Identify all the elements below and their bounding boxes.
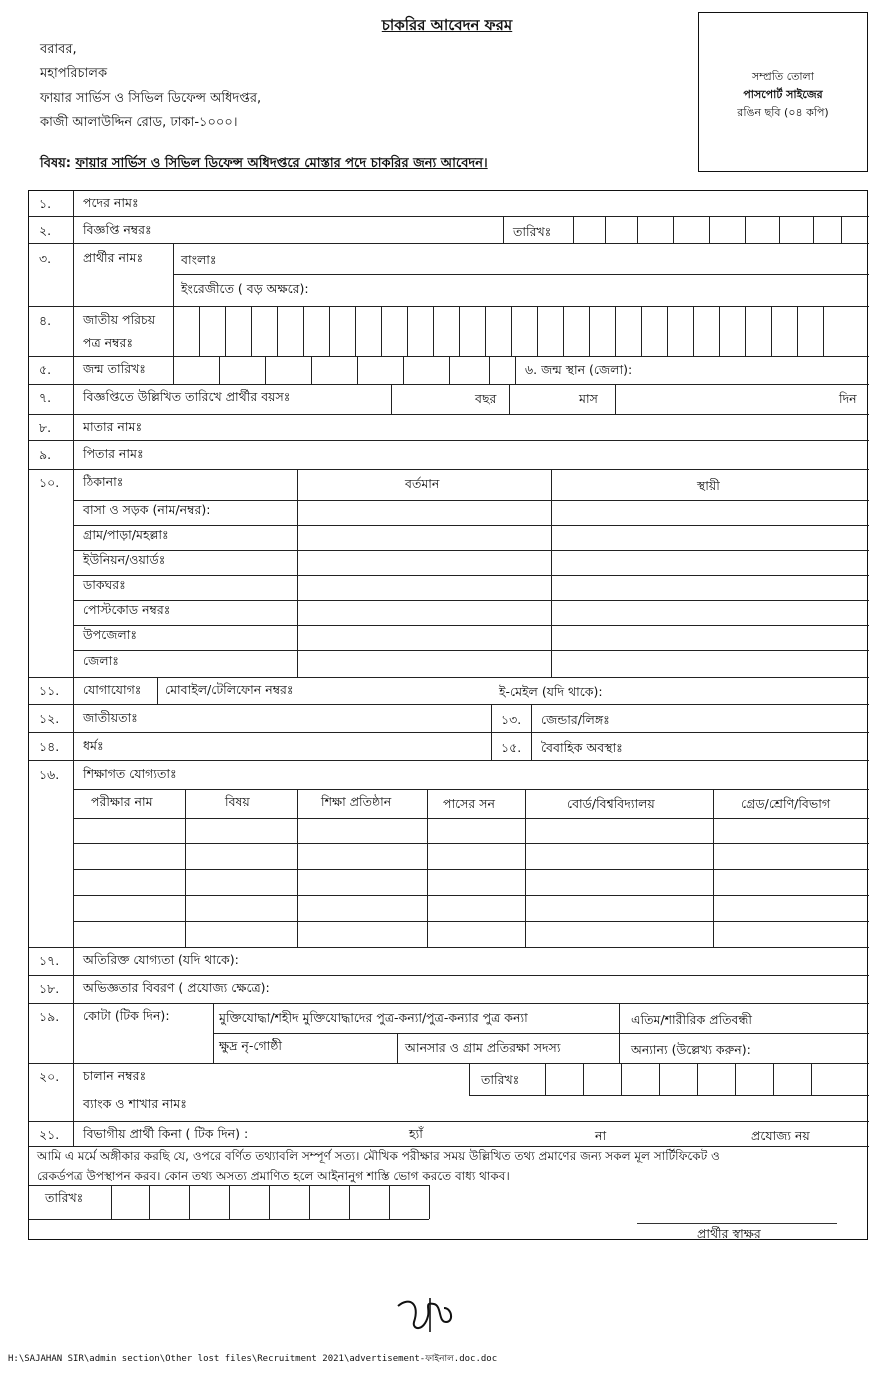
edu-header-board: বোর্ড/বিশ্ববিদ্যালয়	[567, 796, 655, 811]
initial-signature-mark	[394, 1292, 464, 1336]
row9-num: ৯.	[39, 447, 52, 462]
row12-num: ১২.	[39, 711, 60, 726]
age-year-label: বছর	[475, 391, 497, 406]
option-no: না	[595, 1128, 607, 1143]
quota-label: কোটা (টিক দিন):	[83, 1008, 170, 1023]
application-form-table	[28, 190, 868, 1240]
row11-num: ১১.	[39, 683, 60, 698]
row16-num: ১৬.	[39, 767, 60, 782]
form-title: চাকরির আবেদন ফরম	[381, 16, 513, 34]
challan-date-label: তারিখঃ	[481, 1072, 520, 1087]
gender-label: জেন্ডার/লিঙ্গঃ	[541, 712, 610, 727]
quota-other: অন্যান্য (উল্লেখ্য করুন):	[631, 1042, 751, 1057]
row8-num: ৮.	[39, 420, 52, 435]
age-day-label: দিন	[839, 391, 857, 406]
row14-num: ১৪.	[39, 739, 60, 754]
age-label: বিজ্ঞপ্তিতে উল্লিখিত তারিখে প্রার্থীর বয়সঃ	[83, 389, 291, 404]
challan-number-label: চালান নম্বরঃ	[83, 1068, 147, 1083]
edu-header-exam: পরীক্ষার নাম	[91, 794, 153, 809]
permanent-address-header: স্থায়ী	[697, 478, 720, 493]
education-label: শিক্ষাগত যোগ্যতাঃ	[83, 766, 177, 781]
dob-label: জন্ম তারিখঃ	[83, 361, 146, 376]
row17-num: ১৭.	[39, 953, 60, 968]
mother-name-label: মাতার নামঃ	[83, 419, 143, 434]
phone-label: মোবাইল/টেলিফোন নম্বরঃ	[165, 682, 294, 697]
address-label: ঠিকানাঃ	[83, 474, 124, 489]
edu-header-subject: বিষয়	[225, 794, 250, 809]
address-field-house: বাসা ও সড়ক (নাম/নম্বর):	[83, 502, 211, 517]
row19-num: ১৯.	[39, 1009, 60, 1024]
declaration-line-2: রেকর্ডপত্র উপস্থাপন করব। কোন তথ্য অসত্য প্রমাণিত হলে আইনানুগ শাস্তি ভোগ করতে বাধ্য থাকব।	[37, 1169, 510, 1183]
address-line-office: ফায়ার সার্ভিস ও সিভিল ডিফেন্স অধিদপ্তর,	[40, 91, 262, 106]
name-bangla-label: বাংলাঃ	[181, 252, 217, 267]
photo-line-2: পাসপোর্ট সাইজের	[743, 88, 823, 101]
row3-num: ৩.	[39, 251, 52, 266]
row18-num: ১৮.	[39, 981, 60, 996]
contact-label: যোগাযোগঃ	[83, 682, 142, 697]
row4-num: ৪.	[39, 313, 52, 328]
option-not-applicable: প্রযোজ্য নয়	[751, 1128, 810, 1143]
row20-num: ২০.	[39, 1069, 60, 1084]
circular-date-label: তারিখঃ	[513, 224, 552, 239]
present-address-header: বর্তমান	[405, 476, 440, 491]
nationality-label: জাতীয়তাঃ	[83, 710, 138, 725]
age-month-label: মাস	[579, 391, 598, 406]
row1-num: ১.	[39, 196, 52, 211]
photo-box	[698, 12, 868, 172]
quota-orphan-disabled: এতিম/শারীরিক প্রতিবন্ধী	[631, 1012, 752, 1027]
address-field-upazila: উপজেলাঃ	[83, 627, 138, 642]
applicant-name-label: প্রার্থীর নামঃ	[83, 250, 144, 265]
address-field-district: জেলাঃ	[83, 653, 119, 668]
nid-label-2: পত্র নম্বরঃ	[83, 335, 134, 350]
file-path-footer: H:\SAJAHAN SIR\admin section\Other lost files\Recruitment 2021\advertisement-ফাইনাল.doc.doc	[8, 1354, 498, 1364]
name-english-label: ইংরেজীতে ( বড় অক্ষরে):	[181, 281, 309, 296]
row15-num: ১৫.	[501, 740, 522, 755]
quota-ansar-vdp: আনসার ও গ্রাম প্রতিরক্ষা সদস্য	[405, 1040, 561, 1055]
circular-number-label: বিজ্ঞপ্তি নম্বরঃ	[83, 222, 152, 237]
subject-label: বিষয়:	[40, 156, 71, 171]
photo-line-3: রঙিন ছবি (০৪ কপি)	[737, 106, 829, 119]
subject-text: ফায়ার সার্ভিস ও সিভিল ডিফেন্স অধিদপ্তরে মোস্তার পদে চাকরির জন্য আবেদন।	[75, 156, 488, 171]
row5-num: ৫.	[39, 362, 52, 377]
quota-freedom-fighter: মুক্তিযোদ্ধা/শহীদ মুক্তিযোদ্ধাদের পুত্র-কন্যা/পুত্র-কন্যার পুত্র কন্যা	[219, 1010, 528, 1025]
quota-ethnic-minority: ক্ষুদ্র নৃ-গোষ্ঠী	[219, 1038, 282, 1053]
address-field-union: ইউনিয়ন/ওয়ার্ডঃ	[83, 552, 166, 567]
marital-status-label: বৈবাহিক অবস্থাঃ	[541, 740, 623, 755]
subject-line	[40, 154, 488, 175]
row21-num: ২১.	[39, 1127, 60, 1142]
row7-num: ৭.	[39, 390, 52, 405]
edu-header-grade: গ্রেড/শ্রেণি/বিভাগ	[741, 796, 831, 811]
address-line-recipient: মহাপরিচালক	[40, 66, 108, 81]
edu-header-year: পাসের সন	[443, 796, 495, 811]
email-label: ই-মেইল (যদি থাকে):	[499, 684, 603, 699]
row13-num: ১৩.	[501, 712, 522, 727]
departmental-candidate-label: বিভাগীয় প্রার্থী কিনা ( টিক দিন) :	[83, 1126, 249, 1141]
address-line-road: কাজী আলাউদ্দিন রোড, ঢাকা-১০০০।	[40, 115, 238, 130]
declaration-line-1: আমি এ মর্মে অঙ্গীকার করছি যে, ওপরে বর্ণিত তথ্যাবলি সম্পূর্ণ সত্য। মৌখিক পরীক্ষার সময় উল্লিখিত তথ্য প্রমাণের জন্য সকল মূল সার্টিফিকেট ও	[37, 1149, 720, 1163]
birthplace-label: ৬. জন্ম স্থান (জেলা):	[525, 362, 633, 377]
edu-header-institute: শিক্ষা প্রতিষ্ঠান	[321, 794, 392, 809]
declaration-date-label: তারিখঃ	[45, 1190, 84, 1205]
nid-label-1: জাতীয় পরিচয়	[83, 312, 156, 327]
row10-num: ১০.	[39, 475, 60, 490]
row2-num: ২.	[39, 223, 52, 238]
address-field-postcode: পোস্টকোড নম্বরঃ	[83, 602, 171, 617]
religion-label: ধর্মঃ	[83, 738, 104, 753]
applicant-signature-label: প্রার্থীর স্বাক্ষর	[697, 1226, 761, 1241]
address-field-village: গ্রাম/পাড়া/মহল্লাঃ	[83, 527, 169, 542]
address-line-to: বরাবর,	[40, 42, 77, 57]
photo-line-1: সম্প্রতি তোলা	[752, 70, 814, 83]
address-field-postoffice: ডাকঘরঃ	[83, 577, 126, 592]
bank-branch-label: ব্যাংক ও শাখার নামঃ	[83, 1096, 187, 1111]
father-name-label: পিতার নামঃ	[83, 446, 144, 461]
additional-qualification-label: অতিরিক্ত যোগ্যতা (যদি থাকে):	[83, 952, 239, 967]
post-name-label: পদের নামঃ	[83, 195, 139, 210]
experience-label: অভিজ্ঞতার বিবরণ ( প্রযোজ্য ক্ষেত্রে):	[83, 980, 270, 995]
option-yes: হ্যাঁ	[409, 1126, 423, 1141]
